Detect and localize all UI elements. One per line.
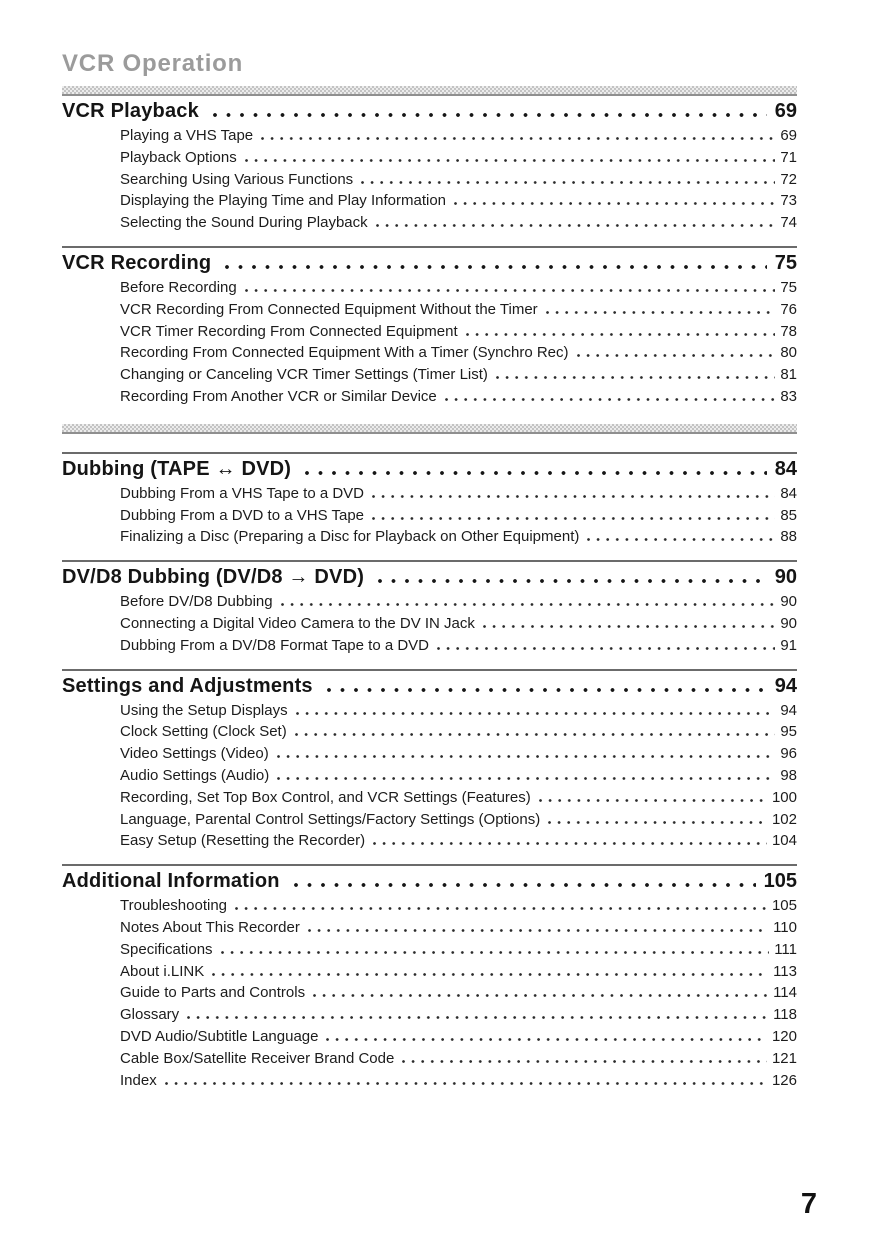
toc-item-row: [62, 1048, 797, 1070]
dot-leader: [261, 137, 775, 140]
item-title: Dubbing From a DVD to a VHS Tape: [120, 506, 365, 524]
item-page-number: 76: [780, 300, 797, 318]
item-title: Video Settings (Video): [120, 745, 269, 763]
item-title: Searching Using Various Functions: [120, 170, 354, 188]
dot-leader: [326, 1038, 766, 1041]
toc-item-row: [62, 743, 797, 765]
item-page-number: 71: [780, 148, 797, 166]
dot-leader: [221, 951, 770, 954]
dot-leader: [313, 994, 768, 997]
toc-item-row: [62, 939, 797, 961]
dot-leader: [546, 311, 776, 314]
item-title: Language, Parental Control Settings/Factory Settings (Options): [120, 810, 541, 828]
item-title: Recording From Another VCR or Similar Device: [120, 387, 437, 405]
item-title: Finalizing a Disc (Preparing a Disc for Playback on Other Equipment): [120, 528, 580, 546]
item-title: Before DV/D8 Dubbing: [120, 593, 273, 611]
toc-item-row: [62, 212, 797, 234]
item-title: Using the Setup Displays: [120, 701, 288, 719]
dot-leader: [437, 647, 775, 650]
toc-item-row: [62, 591, 797, 613]
toc-content: [62, 50, 797, 1103]
dot-leader: [187, 1016, 768, 1019]
section-title: VCR Recording: [62, 251, 212, 274]
toc-section: [62, 669, 797, 865]
item-title: Easy Setup (Resetting the Recorder): [120, 832, 366, 850]
section-page-number: 84: [774, 457, 797, 480]
dot-leader: [376, 224, 776, 227]
item-title: Cable Box/Satellite Receiver Brand Code: [120, 1049, 395, 1067]
item-title: Recording From Connected Equipment With a Timer (Synchro Rec): [120, 344, 569, 362]
item-page-number: 110: [773, 918, 797, 936]
item-page-number: 90: [780, 593, 797, 611]
section-heading-row: [62, 454, 797, 483]
dot-leader: [225, 265, 766, 269]
toc-item-row: [62, 169, 797, 191]
item-page-number: 81: [780, 366, 797, 384]
item-page-number: 95: [780, 723, 797, 741]
item-title: Guide to Parts and Controls: [120, 984, 306, 1002]
toc-item-row: [62, 1026, 797, 1048]
dot-leader: [212, 973, 768, 976]
toc-item-row: [62, 613, 797, 635]
item-page-number: 90: [780, 614, 797, 632]
section-heading-row: [62, 96, 797, 125]
item-page-number: 114: [773, 984, 797, 1002]
item-page-number: 85: [780, 506, 797, 524]
dot-leader: [496, 376, 775, 379]
item-title: Dubbing From a DV/D8 Format Tape to a DVD: [120, 636, 430, 654]
item-title: Playback Options: [120, 148, 237, 166]
item-title: Audio Settings (Audio): [120, 766, 270, 784]
section-title: Additional Information: [62, 870, 280, 893]
dot-leader: [372, 517, 775, 520]
item-page-number: 80: [780, 344, 797, 362]
dot-leader: [294, 883, 756, 887]
toc-section: [62, 864, 797, 1103]
item-title: About i.LINK: [120, 962, 205, 980]
toc-item-row: [62, 765, 797, 787]
section-page-number: 75: [774, 251, 797, 274]
toc-item-row: [62, 982, 797, 1004]
dot-leader: [454, 202, 775, 205]
toc-item-row: [62, 1004, 797, 1026]
item-page-number: 88: [780, 528, 797, 546]
dot-leader: [466, 333, 776, 336]
toc-item-row: [62, 321, 797, 343]
item-page-number: 118: [773, 1006, 797, 1024]
toc-item-row: [62, 277, 797, 299]
item-page-number: 120: [771, 1027, 797, 1045]
toc-section: [62, 246, 797, 420]
dot-leader: [372, 495, 775, 498]
item-page-number: 78: [780, 322, 797, 340]
dot-leader: [577, 354, 776, 357]
toc-item-row: [62, 895, 797, 917]
section-page-number: 69: [774, 100, 797, 122]
item-title: Glossary: [120, 1006, 180, 1024]
dot-leader: [245, 159, 776, 162]
dot-leader: [305, 471, 767, 475]
dot-leader: [296, 712, 776, 715]
section-title: Dubbing (TAPE ↔ DVD): [62, 457, 292, 480]
toc-item-row: [62, 809, 797, 831]
item-title: VCR Timer Recording From Connected Equipment: [120, 322, 458, 340]
section-page-number: 94: [774, 674, 797, 697]
toc-item-row: [62, 125, 797, 147]
item-title: Changing or Canceling VCR Timer Settings (Timer List): [120, 366, 488, 384]
toc-section: [62, 96, 797, 246]
item-page-number: 102: [771, 810, 797, 828]
toc-item-row: [62, 342, 797, 364]
section-title: Settings and Adjustments: [62, 674, 313, 697]
section-page-number: 105: [763, 870, 797, 893]
item-page-number: 96: [780, 745, 797, 763]
toc-item-row: [62, 961, 797, 983]
item-title: VCR Recording From Connected Equipment Without the Timer: [120, 300, 538, 318]
item-page-number: 100: [771, 788, 797, 806]
dot-leader: [277, 777, 775, 780]
item-page-number: 105: [771, 897, 797, 915]
item-title: Clock Setting (Clock Set): [120, 723, 287, 741]
dot-leader: [213, 113, 767, 117]
toc-item-row: [62, 1070, 797, 1092]
dot-leader: [587, 538, 775, 541]
toc-sections: [62, 96, 797, 1103]
item-title: Notes About This Recorder: [120, 918, 300, 936]
dot-leader: [277, 755, 776, 758]
dot-leader: [295, 733, 776, 736]
toc-item-row: [62, 147, 797, 169]
toc-item-row: [62, 721, 797, 743]
dot-leader: [361, 181, 775, 184]
item-page-number: 126: [771, 1071, 797, 1089]
toc-item-row: [62, 830, 797, 852]
item-page-number: 113: [773, 962, 797, 980]
section-title: DV/D8 Dubbing (DV/D8 → DVD): [62, 566, 365, 589]
item-title: Playing a VHS Tape: [120, 127, 254, 144]
toc-item-row: [62, 364, 797, 386]
dot-leader: [308, 929, 768, 932]
dot-leader: [445, 398, 776, 401]
item-title: Connecting a Digital Video Camera to the DV IN Jack: [120, 614, 475, 632]
toc-item-row: [62, 700, 797, 722]
item-title: Troubleshooting: [120, 897, 228, 915]
toc-item-row: [62, 386, 797, 408]
section-heading-row: [62, 562, 797, 591]
dot-leader: [548, 821, 767, 824]
dot-leader: [327, 688, 767, 692]
page-number: 7: [800, 1188, 817, 1220]
toc-item-row: [62, 787, 797, 809]
item-title: DVD Audio/Subtitle Language: [120, 1027, 319, 1045]
dot-leader: [373, 842, 767, 845]
section-page-number: 90: [774, 566, 797, 589]
item-page-number: 94: [780, 701, 797, 719]
item-title: Dubbing From a VHS Tape to a DVD: [120, 484, 365, 502]
dot-leader: [281, 603, 776, 606]
item-page-number: 75: [780, 278, 797, 296]
item-page-number: 84: [780, 484, 797, 502]
dot-leader: [483, 625, 775, 628]
toc-item-row: [62, 526, 797, 548]
item-title: Displaying the Playing Time and Play Information: [120, 192, 447, 210]
item-page-number: 73: [780, 192, 797, 210]
item-page-number: 121: [771, 1049, 797, 1067]
item-title: Recording, Set Top Box Control, and VCR Settings (Features): [120, 788, 531, 806]
item-title: Selecting the Sound During Playback: [120, 214, 368, 232]
chapter-title: VCR Operation: [62, 50, 244, 77]
chapter-divider-band: [62, 86, 797, 96]
toc-item-row: [62, 483, 797, 505]
section-heading-row: [62, 866, 797, 895]
section-heading-row: [62, 248, 797, 277]
item-title: Index: [120, 1071, 157, 1089]
toc-item-row: [62, 917, 797, 939]
dot-leader: [539, 799, 767, 802]
item-page-number: 111: [774, 940, 797, 958]
item-page-number: 72: [780, 170, 797, 188]
item-page-number: 74: [780, 214, 797, 232]
item-title: Before Recording: [120, 278, 237, 296]
dot-leader: [402, 1060, 767, 1063]
toc-section: [62, 560, 797, 668]
group-divider-band: [62, 424, 797, 434]
section-title: VCR Playback: [62, 100, 199, 122]
toc-item-row: [62, 635, 797, 657]
toc-item-row: [62, 505, 797, 527]
dot-leader: [235, 907, 767, 910]
toc-item-row: [62, 299, 797, 321]
dot-leader: [165, 1082, 767, 1085]
section-heading-row: [62, 671, 797, 700]
toc-section: [62, 452, 797, 560]
item-page-number: 91: [780, 636, 797, 654]
dot-leader: [245, 289, 776, 292]
item-page-number: 98: [780, 766, 797, 784]
toc-item-row: [62, 190, 797, 212]
item-page-number: 83: [780, 387, 797, 405]
item-page-number: 69: [780, 127, 797, 144]
item-title: Specifications: [120, 940, 213, 958]
item-page-number: 104: [771, 832, 797, 850]
dot-leader: [378, 579, 767, 583]
